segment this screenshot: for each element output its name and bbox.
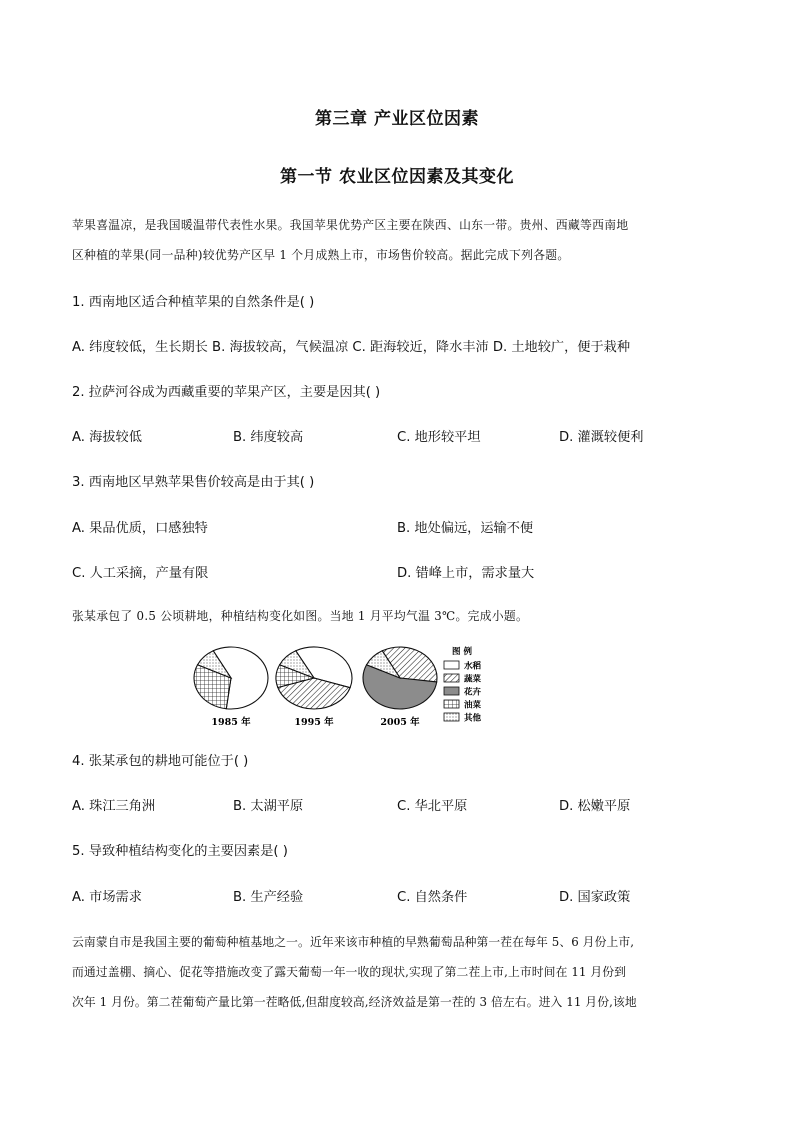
passage2: 张某承包了 0.5 公顷耕地，种植结构变化如图。当地 1 月平均气温 3℃。完成小题。 [72, 609, 529, 623]
question-3-stem: 3. 西南地区早熟苹果售价较高是由于其( ) [72, 475, 315, 490]
question-4-stem: 4. 张某承包的耕地可能位于( ) [72, 754, 249, 769]
legend-swatch-flower [444, 687, 459, 695]
question-3-option-a: A. 果品优质，口感独特 [72, 521, 208, 536]
question-2-option-a: A. 海拔较低 [72, 430, 142, 445]
pie-2-year-label: 1995 年 [294, 717, 334, 728]
legend-swatch-rapeseed [444, 700, 459, 708]
pies-group [194, 647, 437, 728]
question-3-option-b: B. 地处偏远，运输不便 [397, 521, 534, 536]
question-1-options: A. 纬度较低，生长期长 B. 海拔较高，气候温凉 C. 距海较近，降水丰沛 D. 土地较广，便于栽种 [72, 340, 631, 355]
passage1-line1: 苹果喜温凉，是我国暖温带代表性水果。我国苹果优势产区主要在陕西、山东一带。贵州、西藏等西南地 [72, 218, 629, 232]
question-4-option-c: C. 华北平原 [397, 799, 468, 814]
chart-legend [444, 646, 482, 724]
legend-label-other: 其他 [464, 713, 482, 724]
section-title: 第一节 农业区位因素及其变化 [280, 167, 514, 187]
question-1-stem: 1. 西南地区适合种植苹果的自然条件是( ) [72, 295, 315, 310]
question-4-option-a: A. 珠江三角洲 [72, 799, 156, 814]
legend-label-vegetable: 蔬菜 [464, 674, 482, 685]
legend-swatch-rice [444, 661, 459, 669]
question-2-option-b: B. 纬度较高 [233, 430, 304, 445]
question-2-stem: 2. 拉萨河谷成为西藏重要的苹果产区，主要是因其( ) [72, 385, 381, 400]
pie-1-year-label: 1985 年 [211, 717, 251, 728]
question-3-option-d: D. 错峰上市，需求量大 [397, 566, 535, 581]
legend-label-rapeseed: 油菜 [464, 700, 482, 711]
passage3-line3: 次年 1 月份。第二茬葡萄产量比第一茬略低,但甜度较高,经济效益是第一茬的 3 倍左右。进入 11 月份,该地 [72, 995, 637, 1009]
pie-3-year-label: 2005 年 [380, 717, 420, 728]
pie-chart-figure [188, 644, 500, 730]
question-5-option-c: C. 自然条件 [397, 890, 468, 905]
question-2-option-d: D. 灌溉较便利 [559, 430, 644, 445]
chapter-title: 第三章 产业区位因素 [315, 109, 479, 129]
passage1-line2: 区种植的苹果(同一品种)较优势产区早 1 个月成熟上市，市场售价较高。据此完成下列各题。 [72, 248, 570, 262]
question-5-option-a: A. 市场需求 [72, 890, 142, 905]
legend-title: 图 例 [452, 647, 472, 657]
question-5-stem: 5. 导致种植结构变化的主要因素是( ) [72, 844, 288, 859]
legend-label-flower: 花卉 [464, 687, 482, 698]
question-3-option-c: C. 人工采摘，产量有限 [72, 566, 209, 581]
question-4-option-d: D. 松嫩平原 [559, 799, 631, 814]
legend-label-rice: 水稻 [464, 661, 482, 672]
question-5-option-b: B. 生产经验 [233, 890, 304, 905]
legend-swatch-other [444, 713, 459, 721]
passage3-line1: 云南蒙自市是我国主要的葡萄种植基地之一。近年来该市种植的早熟葡萄品种第一茬在每年 5、6 月份上市, [72, 935, 635, 949]
question-2-option-c: C. 地形较平坦 [397, 430, 481, 445]
question-5-option-d: D. 国家政策 [559, 890, 631, 905]
legend-swatch-vegetable [444, 674, 459, 682]
question-4-option-b: B. 太湖平原 [233, 799, 304, 814]
passage3-line2: 而通过盖棚、摘心、促花等措施改变了露天葡萄一年一收的现状,实现了第二茬上市,上市时间在 11 月份到 [72, 965, 627, 979]
